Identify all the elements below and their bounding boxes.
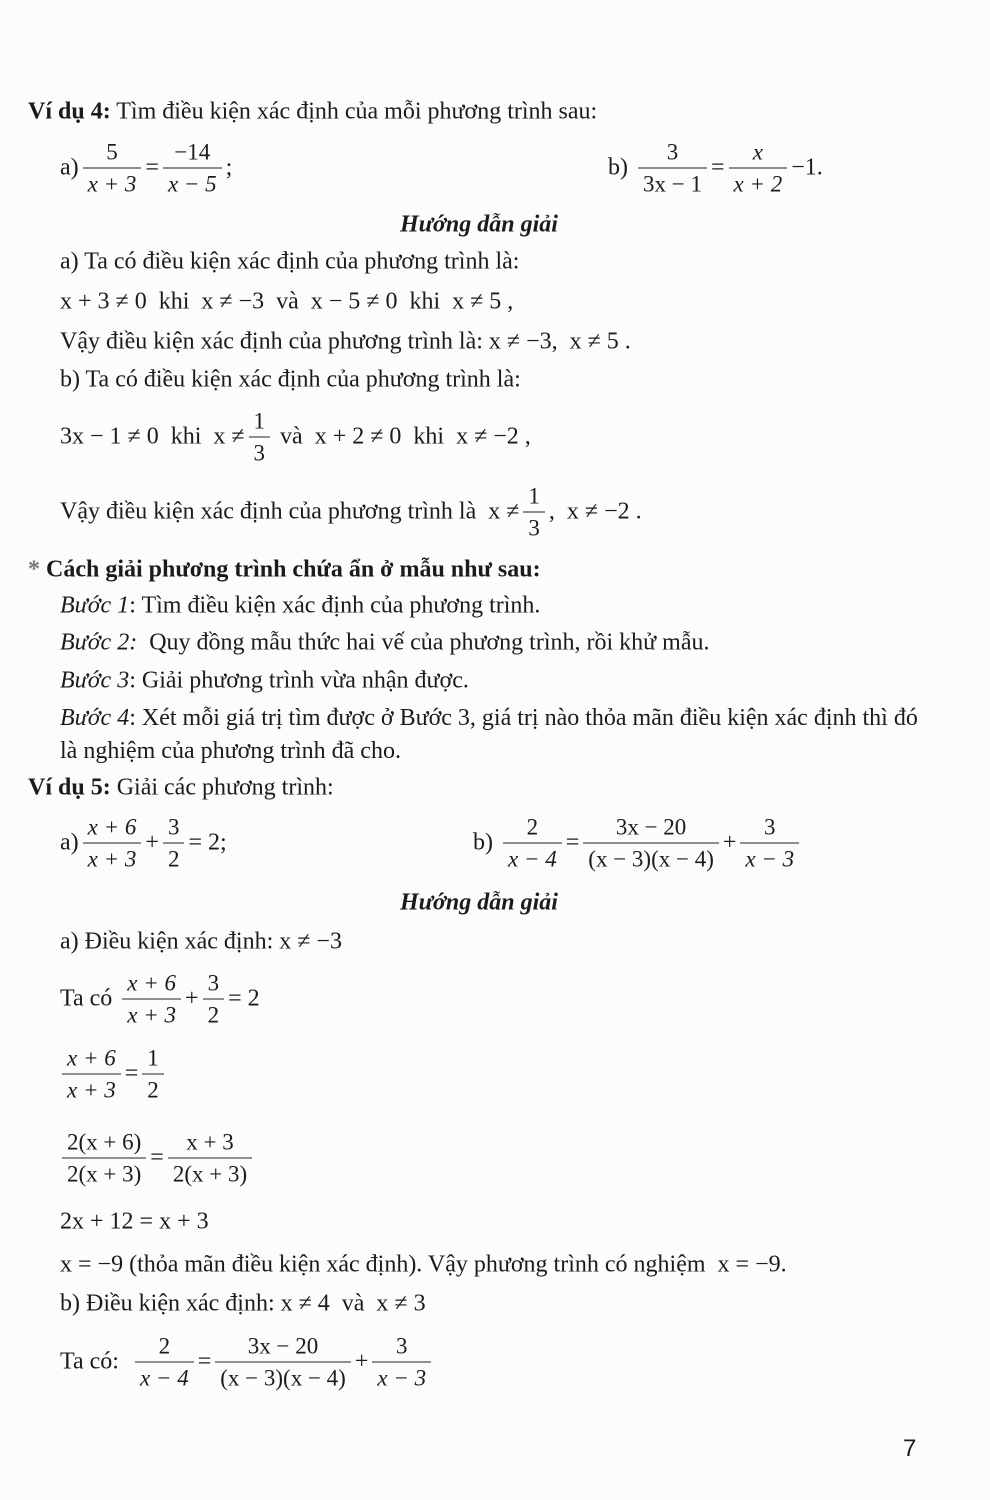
example-5-equation-b [473,812,803,875]
operator: + [354,1348,369,1375]
numerator: 2(x + 6) [62,1127,146,1159]
method-step [60,593,540,620]
solution-line: b) Điều kiện xác định: x ≠ 4 và x ≠ 3 [60,1290,426,1317]
fraction [163,137,222,200]
numerator: 5 [83,137,142,169]
numerator: 1 [523,481,545,513]
fraction [83,812,142,875]
terminator: −1. [791,154,823,181]
numerator: x + 3 [168,1127,252,1159]
operator: + [722,829,737,856]
method-step [60,630,709,657]
fraction [135,1331,194,1394]
denominator: x + 3 [87,846,137,872]
math-text: 3x − 1 ≠ 0 khi x ≠ [60,423,245,450]
operator: = [124,1060,139,1087]
fraction [83,137,142,200]
denominator: x − 3 [745,846,795,872]
numerator: 3 [163,812,185,844]
star-bullet-icon: * [28,556,40,583]
numerator: 3x − 20 [583,812,719,844]
fraction [729,137,788,200]
solution-line: a) Ta có điều kiện xác định của phương trình là: [60,248,520,275]
numerator: x + 6 [122,968,181,1000]
numerator: 1 [249,406,271,438]
numerator: x [729,137,788,169]
solution-line: b) Ta có điều kiện xác định của phương trình là: [60,366,521,393]
fraction [583,812,719,875]
fraction [122,968,181,1031]
solution-line: Vậy điều kiện xác định của phương trình là: x ≠ −3, x ≠ 5 . [60,328,631,355]
denominator: (x − 3)(x − 4) [588,846,714,872]
example-text: Tìm điều kiện xác định của mỗi phương trình sau: [110,98,598,125]
fraction [215,1331,351,1394]
fraction [638,137,707,200]
method-title-text: Cách giải phương trình chứa ẩn ở mẫu như sau: [40,556,541,583]
operator: + [185,985,199,1012]
step-text: : Giải phương trình vừa nhận được. [129,667,469,694]
example-5-equation-a [60,812,227,875]
fraction [372,1331,431,1394]
example-label: Ví dụ 5: [28,774,111,801]
step-label: Bước 3 [60,667,130,694]
fraction [62,1127,146,1190]
solution-line [60,481,642,544]
math-text: , x ≠ −2 . [548,498,642,525]
solution-line [60,1331,435,1394]
example-4-equation-b [608,137,823,200]
numerator: 3 [638,137,707,169]
fraction [523,481,545,544]
operator: = [150,1144,164,1171]
denominator: 3x − 1 [643,171,702,197]
numerator: 1 [142,1043,164,1075]
math-text: và x + 2 ≠ 0 khi x ≠ −2 , [274,423,531,450]
denominator: 2 [147,1077,159,1103]
numerator: −14 [163,137,222,169]
step-label: Bước 4 [60,705,130,731]
operator: = [565,829,580,856]
operator: = [710,154,725,181]
numerator: 3 [740,812,799,844]
solution-heading: Hướng dẫn giải [400,211,558,238]
item-label: a) [60,829,79,856]
denominator: 2(x + 3) [172,1161,248,1187]
numerator: 2 [135,1331,194,1363]
fraction [249,406,271,469]
method-title [28,557,541,584]
fraction [62,1043,121,1106]
denominator: (x − 3)(x − 4) [220,1365,346,1391]
fraction [740,812,799,875]
solution-heading: Hướng dẫn giải [400,889,558,916]
solution-line [60,968,260,1031]
method-step [60,668,469,695]
fraction [203,968,225,1031]
math-text: Ta có [60,985,119,1012]
item-label: b) [473,829,499,856]
example-5-prompt [28,775,334,802]
solution-line: 2x + 12 = x + 3 [60,1208,209,1235]
denominator: 3 [528,515,540,541]
numerator: 3x − 20 [215,1331,351,1363]
fraction [503,812,562,875]
step-text: Quy đồng mẫu thức hai vế của phương trình, rồi khử mẫu. [137,629,710,656]
denominator: x − 4 [508,846,557,872]
denominator: x + 3 [87,171,137,197]
example-4-prompt [28,99,597,126]
solution-line [60,406,531,469]
method-step [60,702,925,768]
page-number: 7 [903,1435,917,1462]
item-label: b) [608,154,634,181]
denominator: 2 [167,846,180,872]
denominator: x + 2 [733,171,783,197]
item-label: a) [60,154,79,181]
math-text: Ta có: [60,1348,131,1375]
math-text: = 2 [228,985,260,1012]
example-text: Giải các phương trình: [110,774,334,801]
numerator: x + 6 [83,812,142,844]
solution-line [58,1127,256,1190]
operator: = [197,1348,212,1375]
denominator: x − 5 [167,171,217,197]
solution-line: x + 3 ≠ 0 khi x ≠ −3 và x − 5 ≠ 0 khi x ≠ 5 , [60,288,514,315]
step-text: : Tìm điều kiện xác định của phương trình. [129,592,541,619]
step-text: : Xét mỗi giá trị tìm được ở Bước 3, giá trị nào thỏa mãn điều kiện xác định thì đó là nghiệm của phương trình đã cho. [60,705,918,764]
solution-line: a) Điều kiện xác định: x ≠ −3 [60,928,342,955]
math-text: Vậy điều kiện xác định của phương trình là x ≠ [60,498,520,525]
terminator: ; [225,154,233,181]
denominator: x − 3 [377,1365,427,1391]
example-4-equation-a [60,137,232,200]
fraction [163,812,185,875]
fraction [168,1127,252,1190]
operator: + [145,829,159,856]
solution-line [58,1043,168,1106]
numerator: 3 [203,968,225,1000]
numerator: x + 6 [62,1043,121,1075]
denominator: x + 3 [127,1002,177,1028]
denominator: x − 4 [139,1365,189,1391]
denominator: 3 [253,440,266,466]
numerator: 2 [503,812,562,844]
terminator: = 2; [188,829,227,856]
solution-line: x = −9 (thỏa mãn điều kiện xác định). Vậy phương trình có nghiệm x = −9. [60,1251,787,1278]
numerator: 3 [372,1331,431,1363]
fraction [142,1043,164,1106]
step-label: Bước 2: [60,629,138,656]
denominator: 2 [207,1002,220,1028]
denominator: x + 3 [67,1077,116,1103]
denominator: 2(x + 3) [67,1161,142,1187]
operator: = [145,154,159,181]
step-label: Bước 1 [60,592,130,619]
example-label: Ví dụ 4: [28,98,111,125]
